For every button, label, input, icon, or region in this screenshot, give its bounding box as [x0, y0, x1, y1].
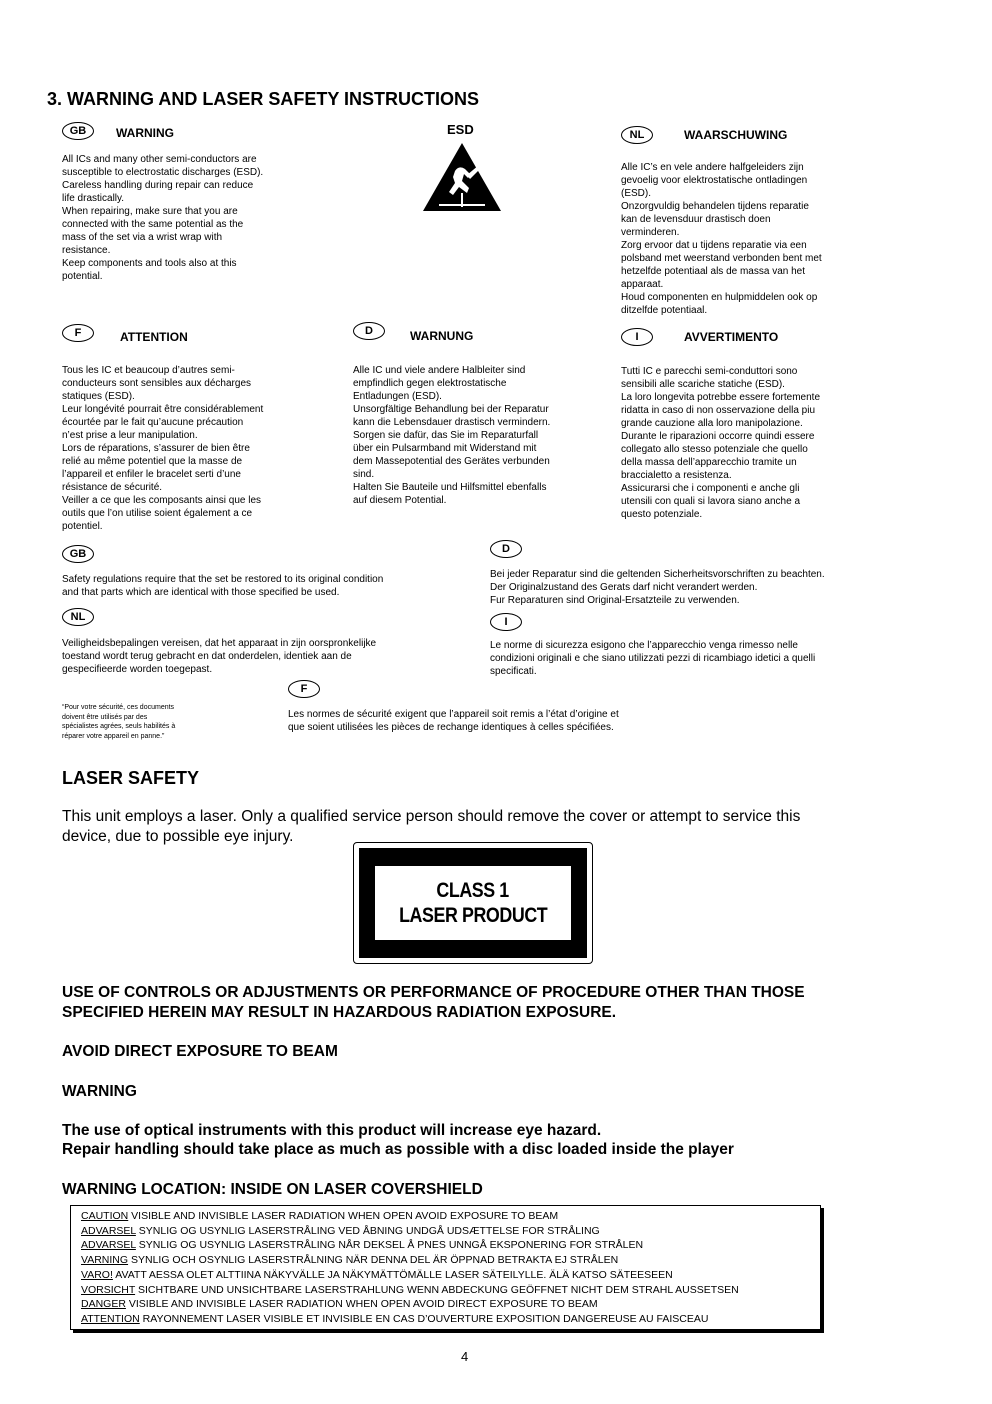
warning-label-key: ADVARSEL	[81, 1239, 136, 1252]
reg-badge-gb: GB	[62, 545, 94, 563]
warning-label-lines	[81, 1209, 739, 1327]
section-text-gb: All ICs and many other semi-conductors are susceptible to electrostatic discharges (ESD). Careless handling during repair can reduce life drastically. When repairing, make sure that you are connected with the same potential as the mass of the set via a wrist wrap with resistance. Keep components and tools also at this potential.	[62, 154, 264, 282]
section-text-nl: Alle IC’s en vele andere halfgeleiders zijn gevoelig voor elektrostatische ontladingen (ESD). Onzorgvuldig behandelen tijdens reparatie kan de levensduur drastisch doen verminderen. Zorg ervoor dat u tijdens reparatie via een polsband met weerstand verbonden bent met hetzelfde potentiaal als de massa van het apparaat. Houd componenten en hulpmiddelen ook op ditzelfde potentiaal.	[621, 162, 822, 316]
warning-location: WARNING LOCATION: INSIDE ON LASER COVERSHIELD	[62, 1181, 483, 1198]
badge-i: I	[621, 328, 653, 346]
warning-label-line	[81, 1238, 739, 1253]
warning-label-key: VARO!	[81, 1268, 113, 1281]
reg-note-f: “Pour votre sécurité, ces documents doivent être utilisés par des spécialistes agrées, seuls habilités à réparer votre appareil en panne.”	[62, 704, 176, 740]
avoid-exposure: AVOID DIRECT EXPOSURE TO BEAM	[62, 1043, 338, 1060]
badge-gb: GB	[62, 122, 94, 140]
warning-label-key: VARNING	[81, 1254, 129, 1267]
page-number: 4	[461, 1349, 469, 1364]
warning-label-key: ADVARSEL	[81, 1224, 136, 1237]
reg-badge-f: F	[288, 680, 320, 698]
laser-intro-line2: device, due to possible eye injury.	[62, 828, 294, 845]
reg-badge-d: D	[490, 540, 522, 558]
section-title-i: AVVERTIMENTO	[684, 330, 779, 344]
warning-label-key: CAUTION	[81, 1210, 129, 1222]
laser-intro-line1: This unit employs a laser. Only a qualified service person should remove the cover or attempt to service this	[62, 808, 801, 825]
esd-label: ESD	[447, 122, 474, 137]
badge-d: D	[353, 322, 385, 340]
reg-text-f: Les normes de sécurité exigent que l’appareil soit remis a l’état d’origine et que soient utilisées les pièces de rechange identiques à celles spécifiées.	[288, 709, 619, 733]
warning-label-text: SYNLIG OG USYNLIG LASERSTRÅLING VED ÅBNING UNDGÅ UDSÆTTELSE FOR STRÅLING	[135, 1224, 600, 1237]
warning-label-line	[81, 1224, 739, 1239]
warning-label-text: VISIBLE AND INVISIBLE LASER RADIATION WHEN OPEN AVOID EXPOSURE TO BEAM	[128, 1210, 559, 1222]
warning-label-text: RAYONNEMENT LASER VISIBLE ET INVISIBLE EN CAS D’OUVERTURE EXPOSITION DANGEREUSE AU FAISCEAU	[139, 1312, 709, 1325]
reg-text-nl: Veiligheidsbepalingen vereisen, dat het apparaat in zijn oorspronkelijke toestand wordt terug gebracht en dat onderdelen, identiek aan de gespecifieerde worden toegepast.	[62, 638, 377, 675]
esd-warning-icon	[421, 141, 503, 213]
badge-f: F	[62, 324, 94, 342]
section-title-gb: WARNING	[116, 126, 174, 140]
warning-label-text: AVATT AESSA OLET ALTTIINA NÄKYVÄLLE JA NÄKYMÄTTÖMÄLLE LASER SÄTEILYLLE. ÄLÄ KATSO SÄTEESEEN	[112, 1268, 673, 1281]
warning-label-key: ATTENTION	[81, 1312, 140, 1325]
controls-warning-line1: USE OF CONTROLS OR ADJUSTMENTS OR PERFORMANCE OF PROCEDURE OTHER THAN THOSE	[62, 984, 805, 1001]
reg-badge-nl: NL	[62, 608, 94, 626]
warning-label-text: SICHTBARE UND UNSICHTBARE LASERSTRAHLUNG WENN ABDECKUNG GEÖFFNET NICHT DEM STRAHL AUSSETSEN	[135, 1283, 739, 1296]
warning-label-box	[70, 1205, 821, 1330]
warning-label-line	[81, 1297, 739, 1312]
section-text-f: Tous les IC et beaucoup d’autres semi- conducteurs sont sensibles aux décharges statiques (ESD). Leur longévité pourrait être considérablement écourtée par le fait qu’aucune précaution n’est prise a leur manipulation. Lors de réparations, s’assurer de bien être relié au même potentiel que la masse de l’appareil et enfiler le bracelet serti d’une résistance de sécurité. Veiller a ce que les composants ainsi que les outils que l’on utilise soient également a ce potentiel.	[62, 365, 264, 532]
optical-line2: Repair handling should take place as much as possible with a disc loaded inside the player	[62, 1141, 734, 1158]
reg-badge-i: I	[490, 613, 522, 631]
optical-line1: The use of optical instruments with this product will increase eye hazard.	[62, 1122, 602, 1139]
section-title-f: ATTENTION	[120, 330, 188, 344]
class1-line1: CLASS 1	[436, 879, 510, 902]
controls-warning-line2: SPECIFIED HEREIN MAY RESULT IN HAZARDOUS RADIATION EXPOSURE.	[62, 1004, 617, 1021]
page-title: 3. WARNING AND LASER SAFETY INSTRUCTIONS	[47, 89, 480, 109]
reg-text-d: Bei jeder Reparatur sind die geltenden Sicherheitsvorschriften zu beachten. Der Originalzustand des Gerats darf nicht verandert werden. Fur Reparaturen sind Original-Ersatzteile zu verwenden.	[490, 569, 825, 606]
warning-label-key: VORSICHT	[81, 1283, 136, 1296]
warning-label-key: DANGER	[81, 1298, 126, 1311]
warning-label-text: SYNLIG OG USYNLIG LASERSTRÅLING NÅR DEKSEL Å PNES UNNGÅ EKSPONERING FOR STRÅLEN	[135, 1239, 644, 1252]
warning-label-line	[81, 1253, 739, 1268]
warning-label-line	[81, 1283, 739, 1298]
reg-text-gb: Safety regulations require that the set be restored to its original condition and that parts which are identical with those specified be used.	[62, 574, 384, 598]
laser-safety-title: LASER SAFETY	[62, 768, 200, 788]
section-title-nl: WAARSCHUWING	[684, 128, 788, 142]
warning-label-line	[81, 1312, 739, 1327]
section-title-d: WARNUNG	[410, 329, 474, 343]
warning-label-line	[81, 1209, 739, 1224]
warning-heading: WARNING	[62, 1083, 137, 1100]
warning-label-text: VISIBLE AND INVISIBLE LASER RADIATION WHEN OPEN AVOID DIRECT EXPOSURE TO BEAM	[125, 1298, 598, 1311]
class1-laser-label	[353, 842, 593, 964]
reg-text-i: Le norme di sicurezza esigono che l’apparecchio venga rimesso nelle condizioni originali e che siano utilizzati pezzi di ricambiago idetici a quelli specificati.	[490, 640, 816, 677]
class1-line2: LASER PRODUCT	[398, 904, 548, 927]
warning-label-line	[81, 1268, 739, 1283]
badge-nl: NL	[621, 126, 653, 144]
section-text-i: Tutti IC e parecchi semi-conduttori sono sensibili alle scariche statiche (ESD). La loro longevita potrebbe essere fortemente ridatta in caso di non osservazione della piu grande cauzione alla loro manipolazione. Durante le riparazioni occorre quindi essere collegato allo stesso potenziale che quello della massa dell’apparecchio tramite un braccialetto a resistenza. Assicurarsi che i componenti e anche gli utensili con quali si lavora siano anche a questo potenziale.	[621, 366, 821, 520]
warning-label-text: SYNLIG OCH OSYNLIG LASERSTRÅLNING NÄR DENNA DEL ÄR ÖPPNAD BETRAKTA EJ STRÅLEN	[128, 1254, 619, 1267]
section-text-d: Alle IC und viele andere Halbleiter sind empfindlich gegen elektrostatische Entladungen (ESD). Unsorgfältige Behandlung bei der Reparatur kann die Lebensdauer drastisch vermindern. Sorgen sie dafür, das Sie im Reparaturfall über ein Pulsarmband mit Widerstand mit dem Massepotential des Gerätes verbunden sind. Halten Sie Bauteile und Hilfsmittel ebenfalls auf diesem Potential.	[353, 365, 551, 506]
